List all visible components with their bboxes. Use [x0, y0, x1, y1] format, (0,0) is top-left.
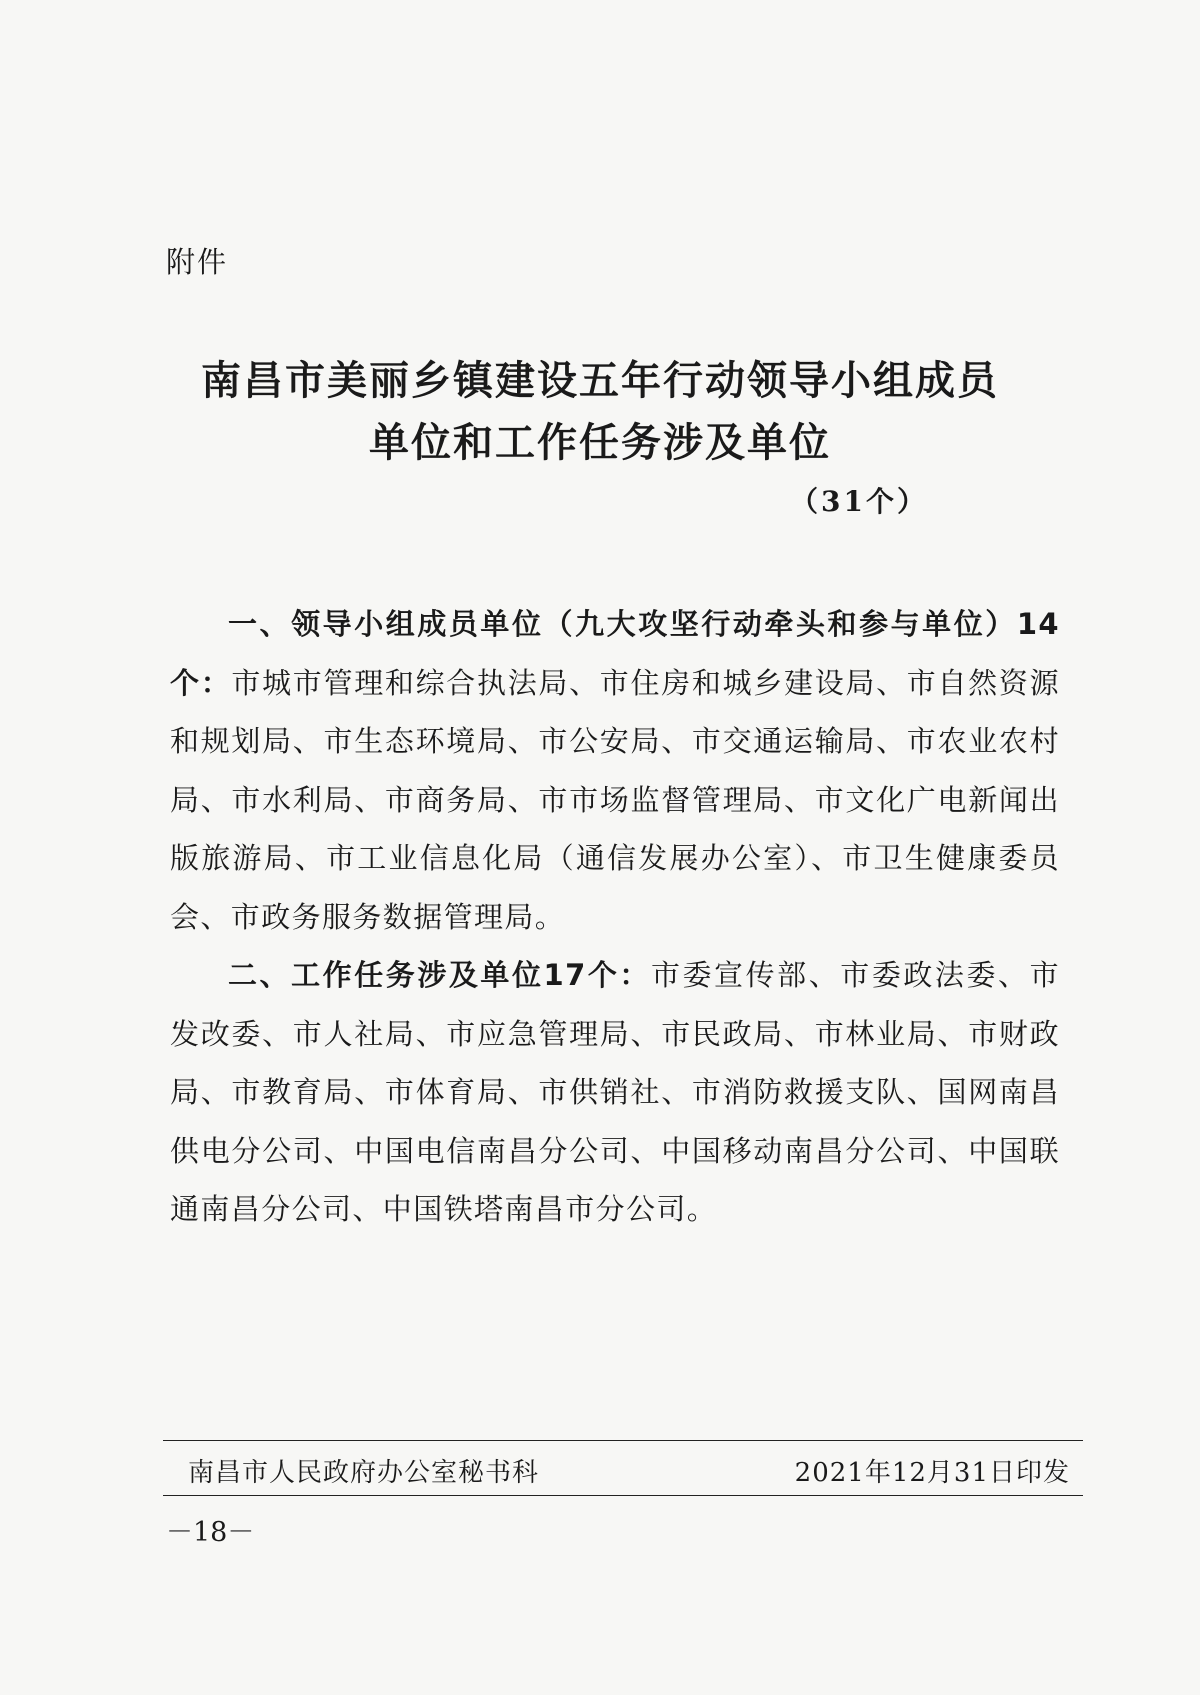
- attachment-label: 附件: [166, 245, 229, 279]
- section-2-heading: 二、工作任务涉及单位17个：: [228, 958, 651, 992]
- section-2-text: 市委宣传部、市委政法委、市发改委、市人社局、市应急管理局、市民政局、市林业局、市财政局、市教育局、市体育局、市供销社、市消防救援支队、国网南昌供电分公司、中国电信南昌分公司、中国移动南昌分公司、中国联通南昌分公司、中国铁塔南昌市分公司。: [170, 958, 1060, 1226]
- footer-top-rule: [163, 1440, 1083, 1441]
- document-title: [120, 350, 1080, 474]
- section-1-heading: 一、领导小组成员单位（九大攻坚行动牵头和参与单位）14个：: [170, 607, 1060, 700]
- footer-bottom-rule: [163, 1495, 1083, 1496]
- section-2-paragraph: [170, 946, 1060, 1239]
- title-line-1: 南昌市美丽乡镇建设五年行动领导小组成员: [201, 357, 999, 404]
- footer-issuer: 南昌市人民政府办公室秘书科: [188, 1458, 540, 1488]
- page-number: －18－: [166, 1517, 255, 1548]
- title-line-2: 单位和工作任务涉及单位: [369, 419, 831, 466]
- section-1-paragraph: [170, 595, 1060, 946]
- document-body: [170, 595, 1060, 1239]
- document-subtitle: （31个）: [790, 485, 928, 518]
- footer-date: 2021年12月31日印发: [794, 1458, 1070, 1488]
- section-1-text: 市城市管理和综合执法局、市住房和城乡建设局、市自然资源和规划局、市生态环境局、市公安局、市交通运输局、市农业农村局、市水利局、市商务局、市市场监督管理局、市文化广电新闻出版旅游局、市工业信息化局（通信发展办公室）、市卫生健康委员会、市政务服务数据管理局。: [170, 665, 1060, 934]
